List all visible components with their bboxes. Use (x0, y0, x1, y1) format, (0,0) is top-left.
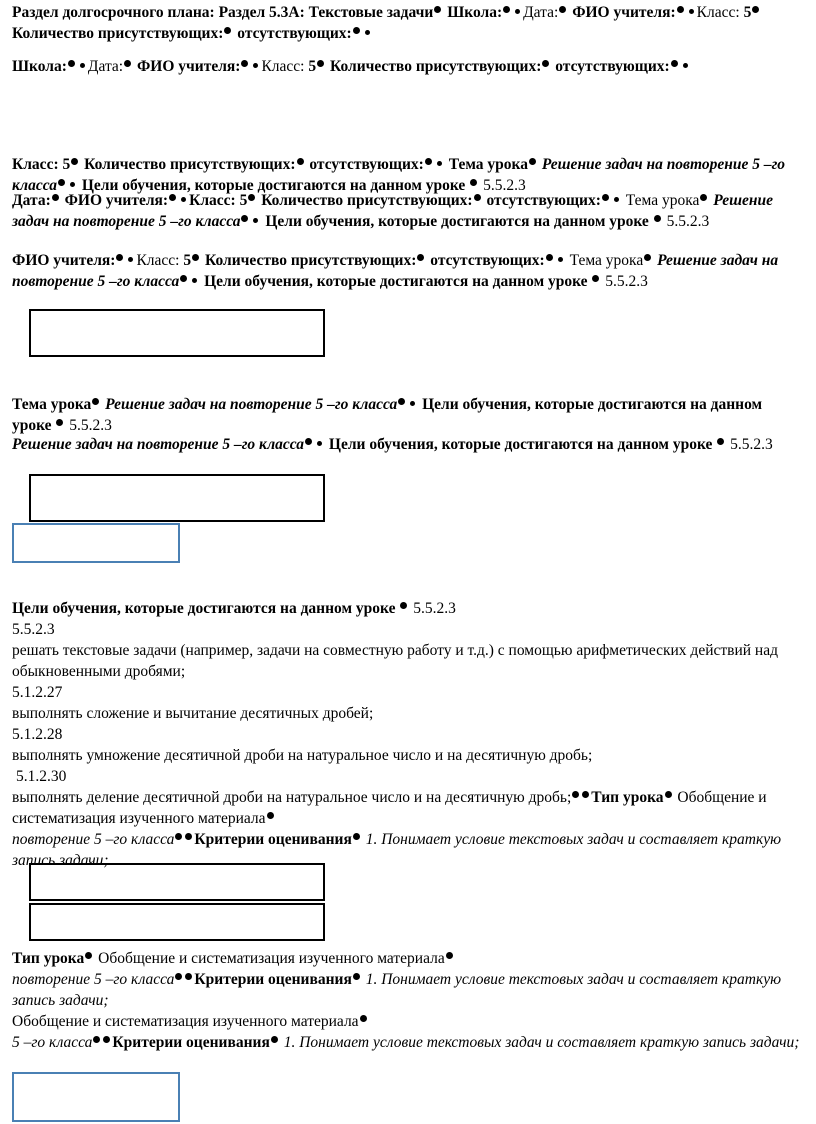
objectives-paragraph (12, 598, 804, 619)
bullet-icon (192, 278, 197, 283)
overlap-fio-paragraph (12, 250, 792, 292)
bullet-icon (253, 63, 258, 68)
class-value: 5 (183, 252, 192, 269)
lesson-type-label: Тип урока (12, 950, 85, 967)
criteria-value: 1. Понимает условие текстовых задач и составляет краткую запись задачи; (12, 971, 782, 1009)
topic-tail: повторение 5 –го класса (12, 971, 175, 988)
bullet-icon (253, 218, 258, 223)
objective-code: 5.5.2.3 (69, 417, 112, 434)
bullet-icon (677, 6, 684, 13)
objectives-label: Цели обучения, которые достигаются на данном уроке (81, 177, 466, 194)
bullet-icon (297, 158, 304, 165)
topic-label: Тема урока (569, 252, 644, 269)
bullet-icon (546, 254, 553, 261)
bullet-icon (175, 833, 182, 840)
bullet-icon (70, 182, 75, 187)
date-label: Дата: (87, 58, 124, 75)
objective-code: 5.5.2.3 (605, 273, 648, 290)
school-paragraph (12, 56, 804, 77)
criteria-label: Критерии оценивания (194, 971, 352, 988)
bullet-icon (169, 194, 176, 201)
bullet-icon (474, 194, 481, 201)
topic-tail-short: 5 –го класса (12, 1034, 93, 1051)
bullet-icon (683, 63, 688, 68)
bullet-icon (665, 791, 672, 798)
objective-item-text: выполнять умножение десятичной дроби на натуральное число и на десятичную дробь; (12, 747, 593, 764)
lesson-type-value: Обобщение и систематизация изученного материала (98, 950, 445, 967)
topic-value-paragraph (12, 434, 804, 455)
objective-code: 5.5.2.3 (483, 177, 526, 194)
bullet-icon (192, 254, 199, 261)
bullet-icon (224, 27, 231, 34)
lesson-type-line (12, 948, 804, 969)
bullet-icon (181, 197, 186, 202)
absent-label: отсутствующих: (486, 192, 601, 209)
count-label: Количество присутствующих: (329, 58, 542, 75)
bullet-icon (180, 275, 187, 282)
absent-label: отсутствующих: (555, 58, 670, 75)
bullet-icon (446, 952, 453, 959)
absent-label: отсутствующих: (430, 252, 545, 269)
objective-item-code: 5.1.2.27 (12, 684, 63, 701)
header-paragraph (12, 2, 804, 44)
fio-label: ФИО учителя: (12, 252, 116, 269)
empty-cell-box (29, 474, 325, 522)
bullet-icon (85, 952, 92, 959)
bullet-icon (124, 60, 131, 67)
lesson-type-section (12, 948, 804, 1053)
bullet-icon (353, 973, 360, 980)
objective-code: 5.5.2.3 (730, 436, 773, 453)
bullet-icon (542, 60, 549, 67)
bullet-icon (241, 60, 248, 67)
topic-label: Тема урока (12, 396, 92, 413)
lesson-type-label: Тип урока (591, 789, 664, 806)
class-label: Класс: (12, 156, 59, 173)
class-label: Класс: (136, 252, 180, 269)
criteria-line (12, 1032, 804, 1053)
bullet-icon (559, 6, 566, 13)
school-label: Школа: (447, 4, 503, 21)
objectives-label: Цели обучения, которые достигаются на данном уроке (12, 396, 763, 434)
empty-blue-box (12, 523, 180, 563)
bullet-icon (717, 438, 724, 445)
objectives-list (12, 619, 804, 871)
topic-paragraph (12, 394, 804, 436)
plan-section-text: Раздел долгосрочного плана: Раздел 5.3А: Текстовые задачи (12, 4, 434, 21)
topic-label: Тема урока (625, 192, 700, 209)
overlap-date-paragraph (12, 190, 792, 232)
criteria-label: Критерии оценивания (112, 1034, 270, 1051)
class-value: 5 (62, 156, 71, 173)
criteria-label: Критерии оценивания (194, 831, 352, 848)
bullet-icon (92, 398, 99, 405)
bullet-icon (305, 438, 312, 445)
date-label: Дата: (12, 192, 51, 209)
absent-label: отсутствующих: (309, 156, 424, 173)
empty-cell-box (29, 309, 325, 357)
class-value: 5 (743, 4, 752, 21)
bullet-icon (410, 401, 415, 406)
objectives-label: Цели обучения, которые достигаются на данном уроке (204, 273, 588, 290)
class-label: Класс: (696, 4, 740, 21)
bullet-icon (248, 194, 255, 201)
objective-item-line (12, 787, 804, 829)
bullet-icon (572, 791, 579, 798)
date-label: Дата: (523, 4, 559, 21)
topic-value: Решение задач на повторение 5 –го класса (12, 192, 773, 230)
objectives-label: Цели обучения, которые достигаются на данном уроке (328, 436, 713, 453)
class-label: Класс: (189, 192, 236, 209)
criteria-value: 1. Понимает условие текстовых задач и составляет краткую запись задачи; (12, 831, 782, 869)
bullet-icon (185, 973, 192, 980)
school-label: Школа: (12, 58, 67, 75)
bullet-icon (644, 254, 651, 261)
bullet-icon (425, 158, 432, 165)
bullet-icon (116, 254, 123, 261)
objective-item-code: 5.1.2.28 (12, 726, 63, 743)
bullet-icon (267, 812, 274, 819)
bullet-icon (470, 179, 477, 186)
absent-label: отсутствующих: (237, 25, 352, 42)
fio-label: ФИО учителя: (64, 192, 169, 209)
lesson-type-value: Обобщение и систематизация изученного материала (12, 789, 767, 827)
bullet-icon (241, 215, 248, 222)
bullet-icon (317, 441, 322, 446)
objective-item-text: решать текстовые задачи (например, задачи на совместную работу и т.д.) с помощью арифметических действий над обыкновенными дробями; (12, 642, 778, 680)
bullet-icon (56, 419, 63, 426)
bullet-icon (689, 9, 694, 14)
objective-code: 5.5.2.3 (666, 213, 710, 230)
topic-tail: повторение 5 –го класса (12, 831, 175, 848)
objectives-label: Цели обучения, которые достигаются на данном уроке (12, 600, 396, 617)
bullet-icon (700, 194, 707, 201)
bullet-icon (365, 30, 370, 35)
lesson-type-value: Обобщение и систематизация изученного материала (12, 1013, 359, 1030)
bullet-icon (398, 398, 405, 405)
bullet-icon (654, 215, 661, 222)
objective-item-code: 5.5.2.3 (12, 621, 55, 638)
bullet-icon (52, 194, 59, 201)
topic-value: Решение задач на повторение 5 –го класса (105, 396, 398, 413)
bullet-icon (68, 60, 75, 67)
bullet-icon (360, 1015, 367, 1022)
bullet-icon (185, 833, 192, 840)
objective-code: 5.5.2.3 (413, 600, 456, 617)
bullet-icon (602, 194, 609, 201)
bullet-icon (175, 973, 182, 980)
bullet-icon (400, 602, 407, 609)
count-label: Количество присутствующих: (261, 192, 473, 209)
topic-label: Тема урока (448, 156, 528, 173)
bullet-icon (582, 791, 589, 798)
objective-item-text: выполнять деление десятичной дроби на натуральное число и на десятичную дробь; (12, 789, 572, 806)
topic-value: Решение задач на повторение 5 –го класса (12, 252, 779, 290)
count-label: Количество присутствующих: (205, 252, 417, 269)
bullet-icon (128, 257, 133, 262)
bullet-icon (417, 254, 424, 261)
topic-value: Решение задач на повторение 5 –го класса (12, 436, 305, 453)
objectives-label: Цели обучения, которые достигаются на данном уроке (265, 213, 649, 230)
lesson-type-value-line (12, 1011, 804, 1032)
fio-label: ФИО учителя: (136, 58, 241, 75)
bullet-icon (353, 27, 360, 34)
bullet-icon (529, 158, 536, 165)
empty-cell-box (29, 863, 325, 901)
bullet-icon (71, 158, 78, 165)
bullet-icon (317, 60, 324, 67)
empty-blue-box (12, 1072, 180, 1122)
fio-label: ФИО учителя: (572, 4, 676, 21)
bullet-icon (93, 1036, 100, 1043)
bullet-icon (271, 1036, 278, 1043)
bullet-icon (80, 63, 85, 68)
bullet-icon (434, 6, 441, 13)
bullet-icon (437, 161, 442, 166)
bullet-icon (671, 60, 678, 67)
bullet-icon (752, 6, 759, 13)
bullet-icon (515, 9, 520, 14)
count-label: Количество присутствующих: (84, 156, 296, 173)
bullet-icon (353, 833, 360, 840)
empty-cell-box (29, 903, 325, 941)
count-label: Количество присутствующих: (12, 25, 224, 42)
bullet-icon (503, 6, 510, 13)
bullet-icon (58, 179, 65, 186)
objective-item-code: 5.1.2.30 (16, 768, 67, 785)
topic-value: Решение задач на повторение 5 –го класса (12, 156, 786, 194)
class-value: 5 (239, 192, 248, 209)
bullet-icon (558, 257, 563, 262)
bullet-icon (103, 1036, 110, 1043)
class-value: 5 (308, 58, 317, 75)
bullet-icon (614, 197, 619, 202)
criteria-line (12, 969, 804, 1011)
bullet-icon (592, 275, 599, 282)
criteria-value: 1. Понимает условие текстовых задач и составляет краткую запись задачи; (283, 1034, 800, 1051)
objective-item-text: выполнять сложение и вычитание десятичных дробей; (12, 705, 374, 722)
class-label: Класс: (261, 58, 305, 75)
